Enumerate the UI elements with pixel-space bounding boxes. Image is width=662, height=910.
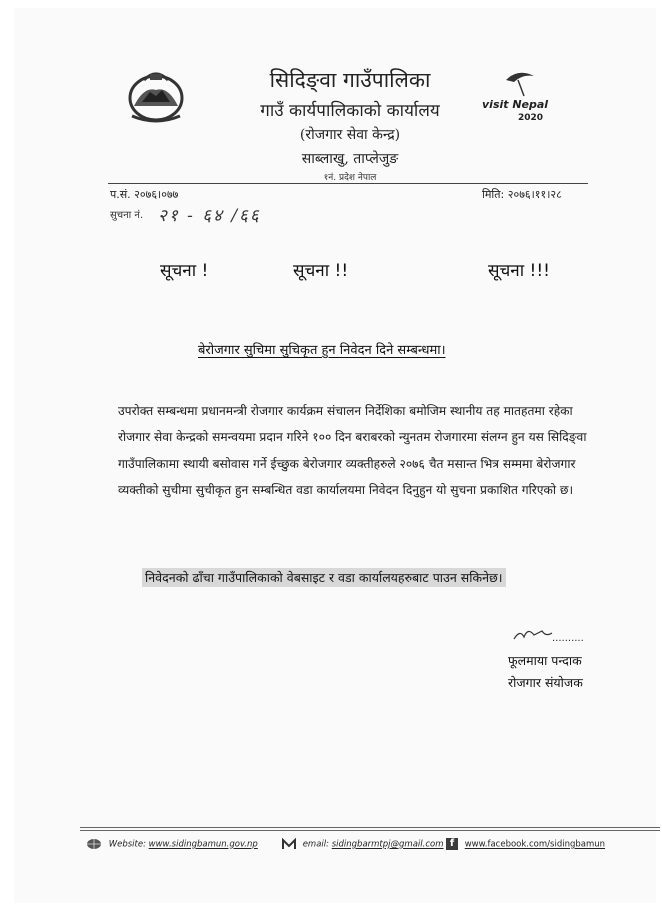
facebook-link[interactable]: www.facebook.com/sidingbamun xyxy=(464,839,606,850)
email-label: email: xyxy=(302,839,330,850)
svg-text:2020: 2020 xyxy=(518,113,544,123)
signature-mark xyxy=(512,625,592,645)
email-link[interactable]: sidingbarmtpj@gmail.com xyxy=(331,839,444,850)
province: १नं. प्रदेश नेपाल xyxy=(323,173,377,183)
subject-line: बेरोजगार सुचिमा सुचिकृत हुन निवेदन दिने सम्बन्धमा। xyxy=(198,343,446,358)
footer-divider xyxy=(80,827,660,828)
footer-facebook xyxy=(446,838,605,850)
mail-icon xyxy=(282,838,296,850)
nepal-emblem-icon xyxy=(124,66,188,126)
office-name: गाउँ कार्यपालिकाको कार्यालय xyxy=(260,101,440,121)
facebook-icon: f xyxy=(446,838,458,850)
body-paragraph: उपरोक्त सम्बन्धमा प्रधानमन्त्री रोजगार कार्यक्रम संचालन निर्देशिका बमोजिम स्थानीय तह मातहतमा रहेका रोजगार सेवा केन्द्रको समन्वयमा प्रदान गरिने १०० दिन बराबरको न्युनतम रोजगारमा संलग्न हुन यस सिदिङ्वा गाउँपालिकामा स्थायी बसोवास गर्ने ईच्छुक बेरोजगार व्यक्तीहरुले २०७६ चैत मसान्त भित्र सम्ममा बेरोजगार व्यक्तीको सुचीमा सुचीकृत हुन सम्बन्धित वडा कार्यालयमा निवेदन दिनुहुन यो सुचना प्रकाशित गरिएको छ। xyxy=(118,404,587,497)
website-label: Website: xyxy=(108,839,146,850)
address: साब्लाखु, ताप्लेजुङ xyxy=(301,151,399,167)
footer-divider-2 xyxy=(80,830,660,831)
reference-number: प.सं. २०७६।०७७ xyxy=(110,188,179,201)
notice-heading-1: सूचना ! xyxy=(160,261,209,281)
footer-email xyxy=(282,838,443,850)
footer-website xyxy=(86,838,258,850)
center-name: (रोजगार सेवा केन्द्र) xyxy=(299,127,401,143)
notice-heading-3: सूचना !!! xyxy=(488,261,550,281)
globe-icon xyxy=(86,838,102,850)
form-availability-note: निवेदनको ढाँचा गाउँपालिकाको वेबसाइट र वडा कार्यालयहरुबाट पाउन सकिनेछ। xyxy=(142,568,506,587)
svg-text:visit Nepal: visit Nepal xyxy=(482,98,549,111)
notice-heading-2: सूचना !! xyxy=(293,261,349,281)
date: मिति: २०७६।११।२८ xyxy=(482,188,562,201)
svg-text:..........: .......... xyxy=(552,633,584,644)
website-link[interactable]: www.sidingbamun.gov.np xyxy=(148,839,258,850)
notice-label: सुचना नं. xyxy=(110,210,144,221)
header-divider xyxy=(108,183,588,184)
signatory-name: फूलमाया पन्दाक xyxy=(508,653,582,668)
signatory-title: रोजगार संयोजक xyxy=(508,675,583,690)
notice-number: २१ - ६४ /६६ xyxy=(158,206,261,226)
org-name: सिदिङ्वा गाउँपालिका xyxy=(269,68,431,92)
